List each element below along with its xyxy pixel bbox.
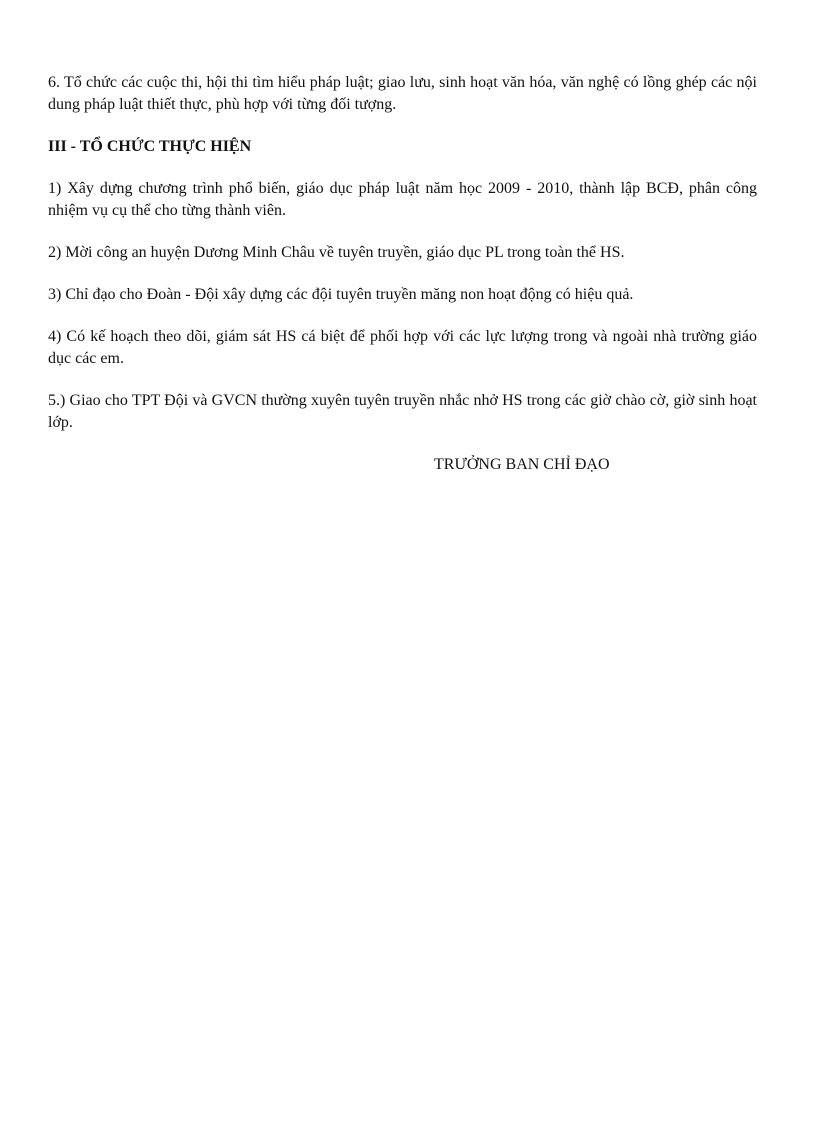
step-item-4: 4) Có kế hoạch theo dõi, giám sát HS cá biệt để phối hợp với các lực lượng trong và ngoài nhà trường giáo dục các em. [48,328,757,367]
section-heading: III - TỔ CHỨC THỰC HIỆN [48,138,252,155]
document-page [48,72,757,476]
step-item-2: 2) Mời công an huyện Dương Minh Châu về tuyên truyền, giáo dục PL trong toàn thể HS. [48,244,625,261]
paragraph-item-6: 6. Tổ chức các cuộc thi, hội thi tìm hiểu pháp luật; giao lưu, sinh hoạt văn hóa, văn nghệ có lồng ghép các nội dung pháp luật thiết thực, phù hợp với từng đối tượng. [48,74,757,113]
step-item-1: 1) Xây dựng chương trình phổ biến, giáo dục pháp luật năm học 2009 - 2010, thành lập BCĐ, phân công nhiệm vụ cụ thể cho từng thành viên. [48,180,757,219]
step-item-3: 3) Chỉ đạo cho Đoàn - Đội xây dựng các đội tuyên truyền măng non hoạt động có hiệu quả. [48,286,634,303]
step-item-5: 5.) Giao cho TPT Đội và GVCN thường xuyên tuyên truyền nhắc nhở HS trong các giờ chào cờ, giờ sinh hoạt lớp. [48,392,757,431]
signature-title: TRƯỞNG BAN CHỈ ĐẠO [434,456,610,473]
